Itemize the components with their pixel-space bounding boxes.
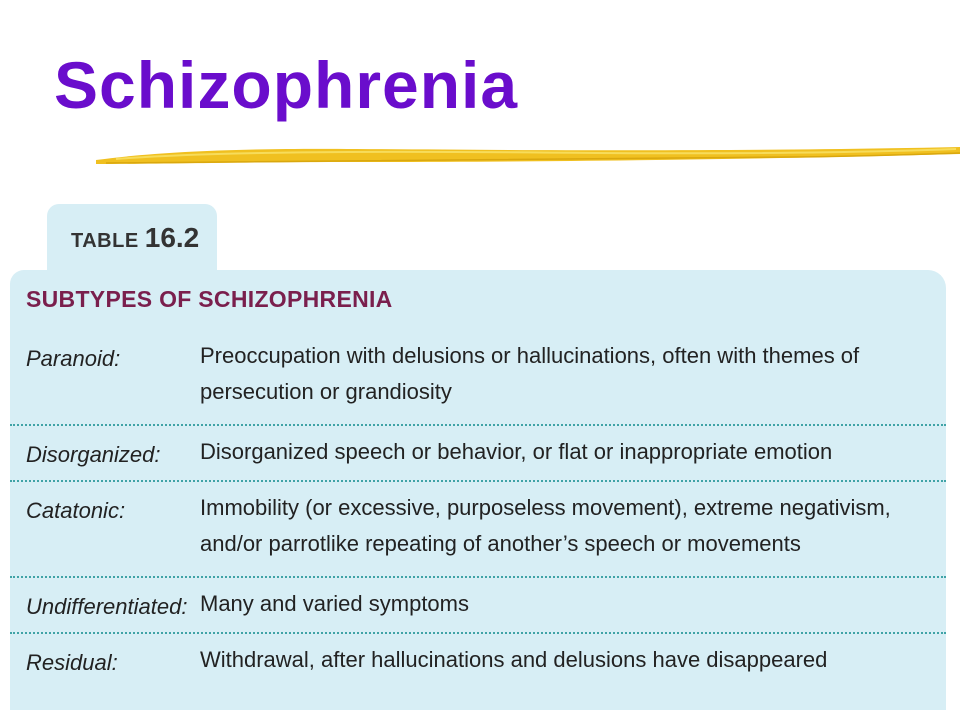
subtype-name: Paranoid: — [26, 346, 121, 371]
subtype-description: Many and varied symptoms — [200, 591, 469, 616]
table-tab — [47, 204, 217, 276]
subtype-name: Undifferentiated: — [26, 594, 188, 619]
brush-stroke-divider — [96, 138, 960, 174]
subtype-name: Disorganized: — [26, 442, 161, 467]
row-divider — [10, 424, 946, 426]
subtype-description: Immobility (or excessive, purposeless movement), extreme negativism, and/or parrotlike repeating of another’s speech or movements — [200, 495, 891, 556]
table-label-word: TABLE — [71, 230, 139, 252]
row-divider — [10, 576, 946, 578]
table-heading: SUBTYPES OF SCHIZOPHRENIA — [26, 286, 393, 312]
subtype-description: Withdrawal, after hallucinations and delusions have disappeared — [200, 647, 828, 672]
table-panel — [10, 270, 946, 710]
slide-title: Schizophrenia — [54, 48, 519, 122]
subtype-description: Disorganized speech or behavior, or flat or inappropriate emotion — [200, 439, 833, 464]
row-divider — [10, 632, 946, 634]
row-divider — [10, 480, 946, 482]
subtype-name: Catatonic: — [26, 498, 126, 523]
table-label — [71, 222, 199, 254]
table-number: 16.2 — [144, 222, 200, 253]
subtype-name: Residual: — [26, 650, 118, 675]
subtype-description: Preoccupation with delusions or hallucinations, often with themes of persecution or grandiosity — [200, 343, 860, 404]
